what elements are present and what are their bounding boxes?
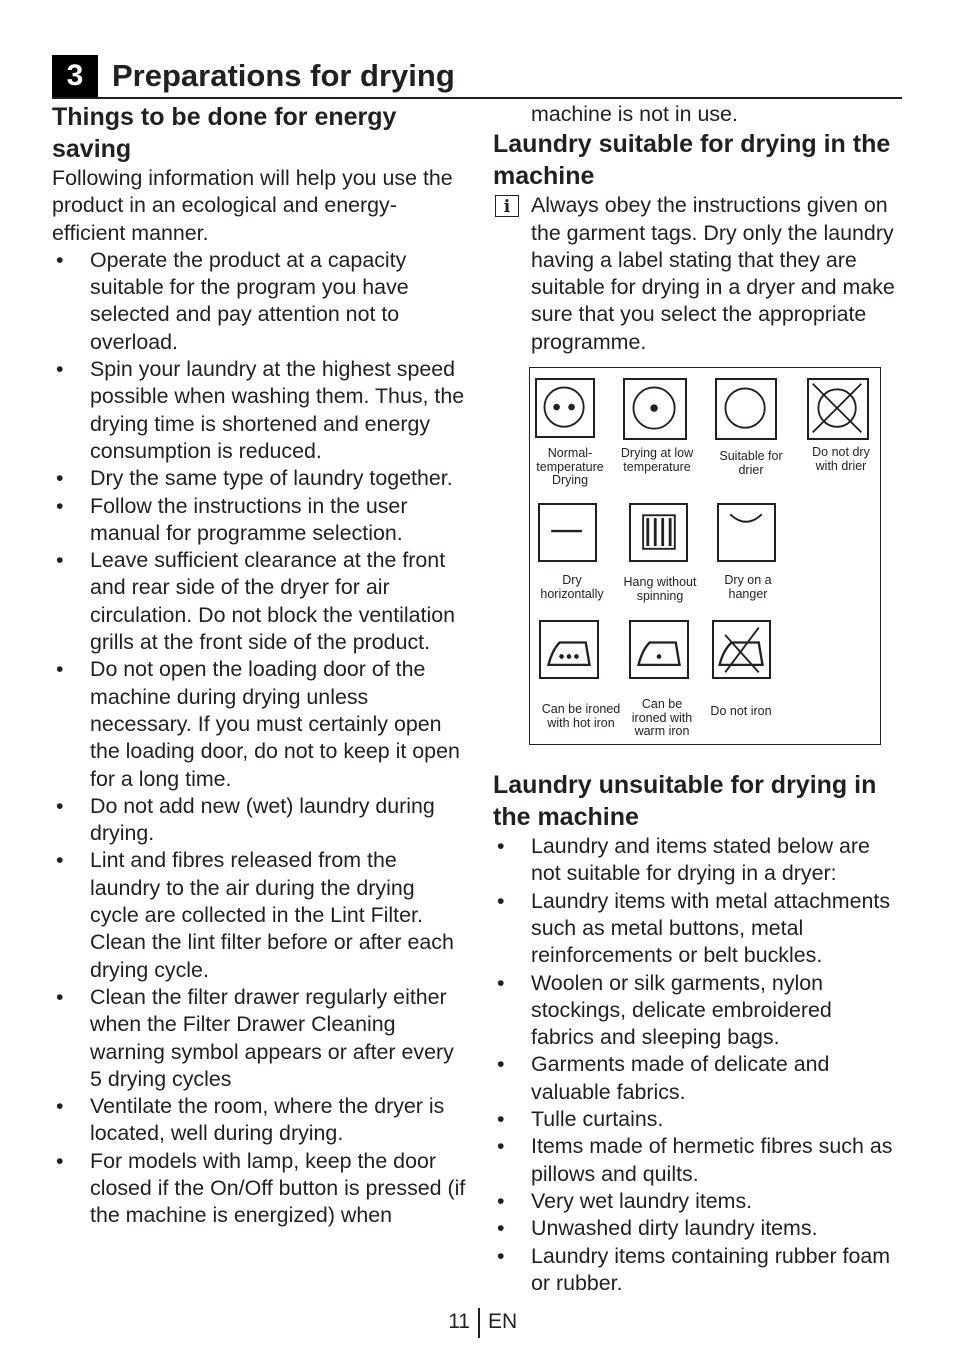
page-title: Preparations for drying xyxy=(112,58,455,93)
list-item: • Tulle curtains. xyxy=(493,1106,895,1133)
page-footer xyxy=(0,1306,954,1340)
symbol-label: Suitable for drier xyxy=(719,449,783,477)
list-item: • Operate the product at a capacity suitable for the program you have selected and pay attention not to overload. xyxy=(52,247,467,356)
left-column xyxy=(52,101,467,1230)
list-item: • Garments made of delicate and valuable fabrics. xyxy=(493,1051,895,1106)
footer-divider xyxy=(478,1308,480,1338)
dry-flat-icon xyxy=(538,503,597,562)
language-code: EN xyxy=(488,1310,518,1333)
iron-warm-icon xyxy=(629,620,689,679)
symbol-label: Normal-temperature Drying xyxy=(536,446,604,487)
symbol-label: Do not iron xyxy=(710,704,772,718)
unsuitable-heading: Laundry unsuitable for drying in the machine xyxy=(493,771,877,832)
info-icon: i xyxy=(495,195,519,217)
symbol-label: Dry on a hanger xyxy=(724,573,772,601)
list-item: • Items made of hermetic fibres such as pillows and quilts. xyxy=(493,1133,895,1188)
list-item: • Do not add new (wet) laundry during drying. xyxy=(52,793,467,848)
symbol-label: Can be ironed with hot iron xyxy=(541,702,621,730)
do-not-tumble-dry-icon xyxy=(807,378,869,440)
list-item: • Unwashed dirty laundry items. xyxy=(493,1215,895,1242)
tumble-dry-normal-icon xyxy=(535,378,595,438)
drip-dry-icon xyxy=(629,503,688,562)
section-number: 3 xyxy=(52,55,98,97)
continued-text: machine is not in use. xyxy=(531,102,738,126)
energy-saving-intro: Following information will help you use the product in an ecological and energy-efficient manner. xyxy=(52,166,453,245)
list-item: • Clean the filter drawer regularly either when the Filter Drawer Cleaning warning symbol appears or after every 5 drying cycles xyxy=(52,984,467,1093)
list-item: • Woolen or silk garments, nylon stockings, delicate embroidered fabrics and sleeping bags. xyxy=(493,970,895,1052)
list-item: • Spin your laundry at the highest speed possible when washing them. Thus, the drying time is shortened and energy consumption is reduced. xyxy=(52,356,467,465)
iron-hot-icon xyxy=(539,620,599,679)
symbol-label: Drying at low temperature xyxy=(620,446,694,474)
energy-saving-list xyxy=(52,247,467,1230)
page-number: 11 xyxy=(448,1310,470,1333)
info-note xyxy=(493,192,895,356)
do-not-iron-icon xyxy=(712,620,771,679)
list-item: • For models with lamp, keep the door closed if the On/Off button is pressed (if the machine is energized) when xyxy=(52,1148,467,1230)
info-text: Always obey the instructions given on the garment tags. Dry only the laundry having a label stating that they are suitable for drying in a dryer and make sure that you select the appropriate programme. xyxy=(531,193,895,354)
energy-saving-heading: Things to be done for energy saving xyxy=(52,103,397,163)
list-item: • Dry the same type of laundry together. xyxy=(52,465,467,492)
line-dry-icon xyxy=(717,503,776,562)
symbol-label: Can be ironed with warm iron xyxy=(631,697,693,738)
tumble-dry-low-icon xyxy=(623,378,687,440)
list-item: • Laundry items containing rubber foam or rubber. xyxy=(493,1243,895,1298)
care-symbols-table xyxy=(529,367,881,745)
list-item: • Follow the instructions in the user manual for programme selection. xyxy=(52,493,467,548)
tumble-dry-suitable-icon xyxy=(715,378,777,440)
list-item: • Ventilate the room, where the dryer is located, well during drying. xyxy=(52,1093,467,1148)
list-item: • Laundry and items stated below are not suitable for drying in a dryer: xyxy=(493,833,895,888)
symbol-label: Hang without spinning xyxy=(623,575,697,603)
list-item: • Very wet laundry items. xyxy=(493,1188,895,1215)
list-item: • Do not open the loading door of the machine during drying unless necessary. If you must certainly open the loading door, do not to keep it open for a long time. xyxy=(52,656,467,792)
list-item: • Lint and fibres released from the laundry to the air during the drying cycle are collected in the Lint Filter. Clean the lint filter before or after each drying cycle. xyxy=(52,847,467,983)
list-item: • Laundry items with metal attachments such as metal buttons, metal reinforcements or belt buckles. xyxy=(493,888,895,970)
suitable-heading: Laundry suitable for drying in the machine xyxy=(493,130,891,191)
list-item: • Leave sufficient clearance at the front and rear side of the dryer for air circulation. Do not block the ventilation grills at the front side of the product. xyxy=(52,547,467,656)
unsuitable-list xyxy=(493,833,895,1297)
symbol-label: Dry horizontally xyxy=(540,573,604,601)
symbol-label: Do not dry with drier xyxy=(812,445,870,473)
section-header xyxy=(52,55,902,99)
